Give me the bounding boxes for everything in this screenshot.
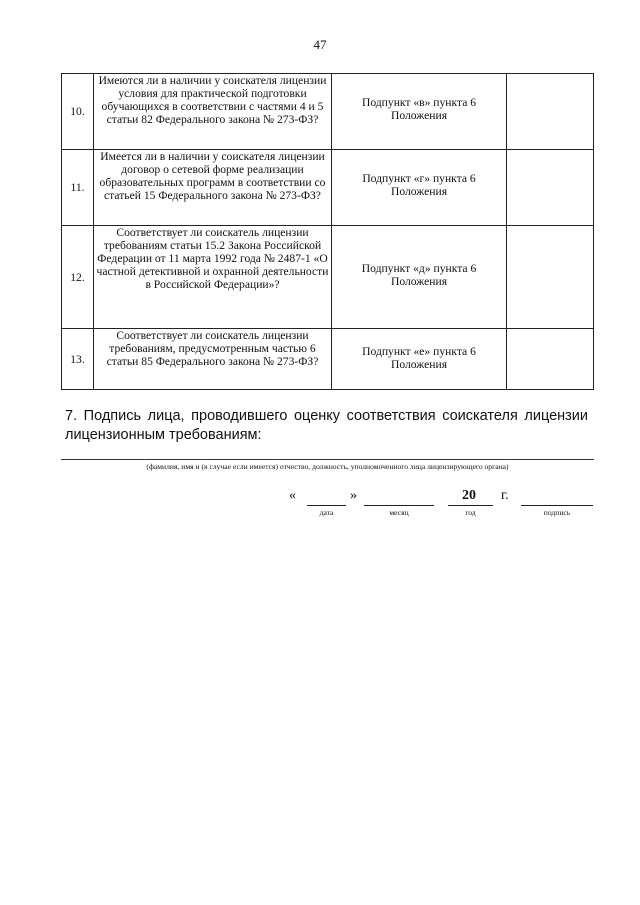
month-field-line[interactable]	[364, 505, 434, 506]
row-question: Соответствует ли соискатель лицензии требованиям, предусмотренным частью 6 статьи 85 Федерального закона № 273-ФЗ?	[94, 329, 332, 390]
table-row	[62, 329, 594, 390]
table-row	[62, 226, 594, 329]
row-reference: Подпункт «е» пункта 6 Положения	[332, 329, 507, 390]
open-quote: «	[289, 488, 296, 503]
row-reference: Подпункт «г» пункта 6 Положения	[332, 150, 507, 226]
row-number: 11.	[62, 150, 94, 226]
row-reference: Подпункт «в» пункта 6 Положения	[332, 74, 507, 150]
year-caption: год	[465, 508, 476, 517]
row-reference: Подпункт «д» пункта 6 Положения	[332, 226, 507, 329]
close-quote: »	[350, 488, 357, 503]
signature-field-line[interactable]	[521, 505, 593, 506]
year-suffix: г.	[501, 488, 509, 503]
name-field-line[interactable]	[61, 459, 594, 460]
day-caption: дата	[319, 508, 334, 517]
year-field-line[interactable]	[448, 505, 493, 506]
month-caption: месяц	[389, 508, 409, 517]
row-question: Имеется ли в наличии у соискателя лицензии договор о сетевой форме реализации образовательных программ в соответствии со статьей 15 Федерального закона № 273-ФЗ?	[94, 150, 332, 226]
page-number: 47	[313, 37, 327, 52]
row-note	[507, 150, 594, 226]
requirements-table	[61, 73, 594, 390]
name-field-caption: (фамилия, имя и (в случае если имеется) отчество, должность, уполномоченного лица лицензирующего органа)	[146, 462, 509, 471]
row-note	[507, 74, 594, 150]
row-question: Соответствует ли соискатель лицензии требованиям статьи 15.2 Закона Российской Федерации от 11 марта 1992 года № 2487-1 «О частной детективной и охранной деятельности в Российской Федерации»?	[94, 226, 332, 329]
row-number: 13.	[62, 329, 94, 390]
row-number: 10.	[62, 74, 94, 150]
row-number: 12.	[62, 226, 94, 329]
row-note	[507, 329, 594, 390]
row-question: Имеются ли в наличии у соискателя лицензии условия для практической подготовки обучающихся в соответствии с частями 4 и 5 статьи 82 Федерального закона № 273-ФЗ?	[94, 74, 332, 150]
table-row	[62, 150, 594, 226]
signature-row	[0, 488, 640, 518]
signature-caption: подпись	[543, 508, 571, 517]
year-prefix: 20	[462, 488, 476, 503]
table-row	[62, 74, 594, 150]
row-note	[507, 226, 594, 329]
day-field-line[interactable]	[307, 505, 346, 506]
section-7-title: 7. Подпись лица, проводившего оценку соответствия соискателя лицензии лицензионным требованиям:	[65, 408, 588, 443]
